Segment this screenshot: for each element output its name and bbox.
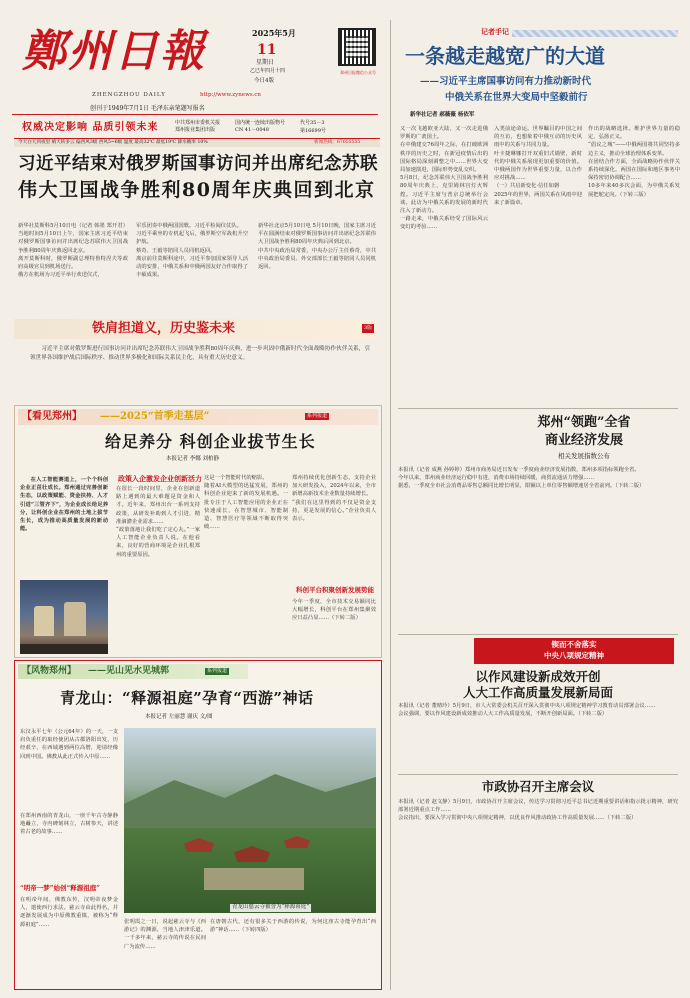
qinglong-headline: 青龙山：“释源祖庭”孕育“西游”神话 bbox=[60, 689, 314, 707]
right-mid-banner-1: 锲而不舍落实 bbox=[551, 640, 597, 649]
qinglong-photo bbox=[124, 728, 376, 913]
qinglong-col-5a: 在唐朝古代，还有很多关于西游的传说，为何这座古寺能孕育出“西游”神话……（下转四版） bbox=[210, 919, 376, 934]
qinglong-series-tag: 系列报道 bbox=[207, 668, 228, 674]
date-ym: 2025年5月 bbox=[252, 28, 296, 38]
kanjian-col-1: 在很长一段时间里，企业在创新道路上遇到的最大难题是资金和人才。近年来，郑州出台一系列支持政策，从研发补助到人才引进，精准滴灌企业需求…… “政策落地让我们吃了定心丸。”一家人工智能企业负责人说。在他看来，良好的营商环境是企业扎根郑州的重要原因。 bbox=[116, 486, 200, 558]
right-bottom-body: 本报讯（记者 赵文静）5月9日，市政协召开主席会议，传达学习贯彻习近平总书记近期重要讲话和指示批示精神，研究部署近期重点工作…… 会议指出，要深入学习贯彻中央八项规定精神，以优良作风推动政协工作高质量发展……（下转二版） bbox=[398, 799, 678, 822]
qinglong-col-4: 张明霞之一日，说起慈云寺与《西游记》的渊源，当地人津津乐道。一千多年来，慈云寺的传说在民间广为流传…… bbox=[124, 919, 206, 950]
lead-headline-1: 习近平结束对俄罗斯国事访问并出席纪念苏联 bbox=[18, 154, 378, 174]
right-top-headline-2: 商业经济发展 bbox=[544, 433, 623, 448]
commentary-tag: 3版 bbox=[362, 324, 374, 333]
right-mid-body: 本报讯（记者 董晴玲）5月9日，市人大常委会机关召开深入贯彻中央八项规定精神学习教育动员部署会议…… 会议强调，要以作风建设新成效推动人大工作高质量发展，不断开创新局面。（下转二版） bbox=[398, 703, 656, 718]
journal-subhead-2: 中俄关系在世界大变局中坚毅前行 bbox=[445, 92, 588, 103]
kanjian-intro: 在人工智能赛道上，一个个科创企业正茁壮成长。郑州通过完善创新生态，以政策赋能、资金扶持、人才引进“三管齐下”，为企业成长给足养分，让科创企业在郑州的土地上拔节生长，成为推动高质量发展的新动能。 bbox=[20, 477, 108, 533]
kanjian-byline: 本报记者 李娜 刘柏静 bbox=[166, 456, 219, 462]
right-mid-headline-1: 以作风建设新成效开创 bbox=[475, 669, 601, 684]
qinglong-tag: 【风物郑州】 bbox=[22, 666, 77, 676]
right-bottom-headline: 市政协召开主席会议 bbox=[481, 779, 595, 794]
lead-col-1: 新华社莫斯科5月10日电（记者 韩墨 郑开君）当地时间5月10日上午，国家主席习近平结束对俄罗斯国事访问并出席纪念苏联伟大卫国战争胜利80周年庆典返回北京。 离开莫斯科时，俄罗斯副总理特鲁特涅夫等政府高级官员到机场送行。 俄方在机场为习近平举行欢送仪式， bbox=[18, 223, 128, 279]
right-top-body: 本报讯（记者 成燕 孙婷婷）郑州市商务局近日发布一季度商业经济发展指数，郑州多项指标领跑全省。 今年以来，郑州商业经济运行稳中有进，消费市场持续回暖，商贸流通活力增强…… 据悉，一季度全市社会消费品零售总额同比增长明显，限额以上单位零售额增速居全省前列。（下转二版） bbox=[398, 467, 645, 490]
masthead-pinyin: ZHENGZHOU DAILY bbox=[92, 92, 166, 98]
kanjian-sub-1: 政策入企激发企业创新活力 bbox=[118, 474, 202, 483]
kanjian-tag: 【看见郑州】 bbox=[22, 411, 82, 422]
kanjian-series-tag: 系列报道 bbox=[307, 413, 328, 419]
journal-col-3: 作出的战略选择。维护世界力量的稳定，弘扬正义。 “倡议之城”——中俄两国将共同坚持多边主义，推动全球治理体系变革。 在团结合作方面，全面战略协作伙伴关系持续深化，两国在国际和地区事务中保持密切协调配合…… 10多年来40多次会面，为中俄关系发展把舵定向。（下转三版） bbox=[588, 126, 680, 198]
journal-byline: 新华社记者 郝薇薇 杨依军 bbox=[410, 112, 475, 118]
right-top-headline-1: 郑州“领跑”全省 bbox=[537, 415, 631, 430]
qinglong-series: ——见山见水见城郭 bbox=[88, 666, 170, 676]
kanjian-headline: 给足养分 科创企业拔节生长 bbox=[105, 432, 316, 451]
qr-caption: 郑州日报微信公众号 bbox=[340, 70, 376, 75]
journal-headline: 一条越走越宽广的大道 bbox=[405, 44, 605, 68]
lunar: 乙巳年四月十四 bbox=[250, 68, 286, 74]
right-mid-headline-2: 人大工作高质量发展新局面 bbox=[462, 685, 613, 700]
lead-summary: 习近平主席对俄罗斯进行国事访问并出席纪念苏联伟大卫国战争胜利80周年庆典，进一步巩固中俄新时代全面战略协作伙伴关系，引领世界各国维护战后国际秩序、推动世界多极化和国际关系民主化，具有重大历史意义。 bbox=[30, 346, 370, 361]
journal-col-2: 入类前途命运。世界瞩目的中国之间的互访，也想象着中俄互动的历史风雨中的关系与共同力量。 叶卡捷琳娜打开双重旧式墙壁，新时代的中俄关系展现更加重要的价值。中俄两国作为世界重要力量，以合作应对挑战…… （一）共启新变化·信任如磐 2025年的世界，两国关系在风雨中迎来了新篇章。 bbox=[494, 126, 582, 206]
journal-subhead-1: ——习近平主席国事访问有力推动新时代 bbox=[420, 76, 592, 87]
date-day: 11 bbox=[257, 42, 277, 58]
journal-col-1: 又一次飞越欧亚大陆，又一次走进俄罗斯的广袤国土。 在中俄建交76周年之际，在打破欧洲秩序的历史之时，在新冠疫情后出的国际格局深刻调整之中……世界大变局加速演进，国际形势变乱交织。 5月8日，纪念苏联伟大卫国战争胜利80周年庆典上，克里姆林宫灯火辉煌。习近平主席与普京总统举行会谈。此访为中俄关系的发展的新时代注入了新动力。 一路走来，中俄关系经受了国际风云变幻的考验…… bbox=[400, 126, 488, 231]
qinglong-col-2: 在郑州西南的青龙山，一座千年古寺静静地矗立，寺内碑刻林立，古树参天，讲述着古老的故事…… bbox=[20, 813, 118, 836]
website: http://www.zynews.cn bbox=[200, 92, 261, 98]
kanjian-series: ——2025“首季走基层” bbox=[100, 411, 210, 422]
kanjian-photo bbox=[20, 580, 108, 654]
kanjian-col-2: 这是一个智能时代的缩影。 随着AI大模型的迅猛发展，郑州的科创企业迎来了新的发展机遇。一批专注于人工智能应用的企业正在快速成长，在智慧城市、智能制造、智慧医疗等领域不断取得突破…… bbox=[204, 475, 288, 531]
weekday: 星期日 bbox=[256, 59, 275, 66]
publisher: 中共郑州市委机关报 郑州报业集团出版 bbox=[175, 120, 221, 133]
journal-tag: 记者手记 bbox=[478, 27, 512, 37]
masthead-title: 鄭州日報 bbox=[22, 26, 206, 77]
kanjian-col-3b: 今年一季度，全市技术交易额同比大幅增长，科创平台在郑州集聚效应日益凸显……（下转二版） bbox=[292, 599, 376, 622]
pages: 今日4版 bbox=[254, 78, 274, 84]
kanjian-sub-2: 科创平台积聚创新发展势能 bbox=[296, 586, 374, 594]
lead-col-2: 军乐团奏中俄两国国歌。习近平检阅仪仗队。 习近平乘坐的专机起飞后，俄罗斯空军战机升空护航。 蔡奇、王毅等陪同人员同机返回。 离京前往莫斯科途中，习近平参加国家领导人活动的安排，中俄关系和中俄两国友好合作取得了丰硕成果。 bbox=[136, 223, 248, 279]
right-top-subhead: 相关发展指数公布 bbox=[558, 452, 610, 460]
lead-headline-2: 伟大卫国战争胜利80周年庆典回到北京 bbox=[18, 179, 376, 201]
cn-number: 国内统一连续出版物号 CN 41－0048 bbox=[235, 120, 286, 133]
lead-col-3: 新华社北京5月10日电 5月10日晚，国家主席习近平在圆满结束对俄罗斯国事访问并出席纪念苏联伟大卫国战争胜利80周年庆典后回到北京。 中共中央政治局常委、中央办公厅主任蔡奇，中共中央政治局委员、外交部部长王毅等陪同人员同机返回。 bbox=[258, 223, 376, 271]
qinglong-subhead: “明帝一梦”始创“释源祖庭” bbox=[20, 884, 100, 892]
banner-slogan: 权威决定影响 品质引领未来 bbox=[22, 122, 159, 133]
weather-text: 今天白天到夜里 晴天转多云 偏西风3级 西风5~6级 温度 最高32℃ 最低19℃ 降水概率 10% bbox=[18, 140, 208, 145]
commentary-title: 铁肩担道义，历史鉴未来 bbox=[92, 321, 236, 336]
hotline: 新闻热线：67655555 bbox=[314, 140, 361, 145]
edition-code: 代号35－3 bbox=[300, 120, 325, 126]
qinglong-col-3: 在明帝年间，佛教东传，汉明帝夜梦金人，遣使西行求法。慈云寺由此得名，并逐渐发展成为中原佛教重镇，被称为“释源祖庭”…… bbox=[20, 897, 118, 928]
kanjian-col-3: 郑州持续优化创新生态，支持企业加大研发投入，2024年以来，全市新增高新技术企业数量持续增长。 “我们在这里得到的不仅是资金支持，更是发展的信心。”企业负责人表示。 bbox=[292, 475, 376, 523]
qinglong-col-1: 东汉永平七年（公元64年）的一天，一支肩负重任的取经使团从古都洛阳出发，历经艰辛，在西域遇到两位高僧，迎请经像回到中国。佛教从此正式传入中原…… bbox=[20, 729, 118, 760]
circulation: 第16699号 bbox=[300, 128, 326, 134]
qr-code bbox=[338, 28, 376, 66]
qinglong-byline: 本报记者 左丽慧 谢庆 文/图 bbox=[145, 714, 213, 720]
right-mid-banner-2: 中央八项规定精神 bbox=[544, 651, 604, 660]
founding-line: 创刊于1949年7月1日 毛泽东亲笔题写报名 bbox=[90, 105, 205, 112]
qinglong-photo-caption: 青龙山慈云寺被誉为“释源祖庭” bbox=[232, 904, 310, 910]
